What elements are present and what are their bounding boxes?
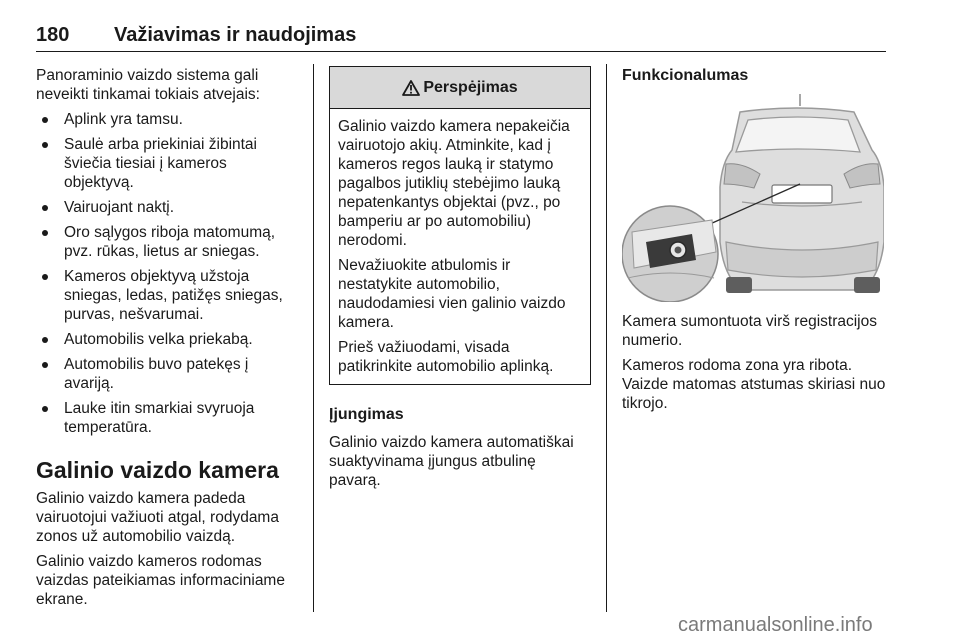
section-heading-rear-camera: Galinio vaizdo kamera (36, 457, 279, 483)
rear-camera-display-text: Galinio vaizdo kameros rodomas vaizdas pateikiamas informaciniame ekrane. (36, 553, 285, 608)
bullet-icon (42, 142, 48, 148)
list-item: Automobilis buvo patekęs į avariją. (36, 355, 298, 393)
header-rule (36, 51, 886, 52)
list-item: Oro sąlygos riboja matomumą, pvz. rūkas, lietus ar sniegas. (36, 223, 298, 261)
column-middle (329, 66, 591, 496)
warning-triangle-icon (402, 80, 420, 96)
camera-location-text: Kamera sumontuota virš registracijos numerio. (622, 313, 877, 349)
conditions-list (36, 110, 298, 437)
column-left (36, 66, 298, 615)
page-header (36, 24, 886, 50)
rear-camera-description: Galinio vaizdo kamera padeda vairuotojui važiuoti atgal, rodydama zonos už automobilio vaizdą. (36, 490, 279, 545)
intro-text: Panoraminio vaizdo sistema gali neveikti tinkamai tokiais atvejais: (36, 67, 260, 103)
page-number: 180 (36, 24, 70, 46)
section-heading-function: Funkcionalumas (622, 67, 749, 84)
bullet-icon (42, 337, 48, 343)
activation-text: Galinio vaizdo kamera automatiškai suaktyvinama įjungus atbulinę pavarą. (329, 434, 574, 489)
list-item: Lauke itin smarkiai svyruoja temperatūra. (36, 399, 298, 437)
list-item: Aplink yra tamsu. (36, 110, 298, 129)
warning-text-3: Prieš važiuodami, visada patikrinkite automobilio aplinką. (338, 339, 554, 375)
camera-area-text: Kameros rodoma zona yra ribota. Vaizde matomas atstumas skiriasi nuo tikrojo. (622, 357, 886, 412)
warning-body (330, 109, 590, 384)
warning-text-2: Nevažiuokite atbulomis ir nestatykite automobilio, naudodamiesi vien galinio vaizdo kamera. (338, 257, 566, 331)
car-rear-illustration (622, 92, 884, 302)
bullet-icon (42, 117, 48, 123)
bullet-icon (42, 362, 48, 368)
warning-header (330, 67, 590, 109)
list-item: Kameros objektyvą užstoja sniegas, ledas, patižęs sniegas, purvas, nešvarumai. (36, 267, 298, 324)
list-item: Vairuojant naktį. (36, 198, 298, 217)
warning-text-1: Galinio vaizdo kamera nepakeičia vairuotojo akių. Atminkite, kad į kameros regos lauką ir statymo pagalbos jutiklių stebėjimo lauką nepatenkantys objektai (pvz., po bamperiu ar po automobiliu) nerodomi. (338, 118, 570, 249)
list-item: Saulė arba priekiniai žibintai šviečia tiesiai į kameros objektyvą. (36, 135, 298, 192)
watermark: carmanualsonline.info (678, 614, 873, 636)
bullet-icon (42, 230, 48, 236)
bullet-icon (42, 406, 48, 412)
column-divider-2 (606, 64, 607, 612)
warning-box (329, 66, 591, 385)
list-item: Automobilis velka priekabą. (36, 330, 298, 349)
rear-camera-illustration (622, 92, 884, 302)
warning-title: Perspėjimas (423, 79, 518, 96)
column-divider-1 (313, 64, 314, 612)
bullet-icon (42, 205, 48, 211)
page-title: Važiavimas ir naudojimas (114, 24, 357, 46)
column-right (622, 66, 890, 419)
section-heading-activation: Įjungimas (329, 406, 404, 423)
bullet-icon (42, 274, 48, 280)
